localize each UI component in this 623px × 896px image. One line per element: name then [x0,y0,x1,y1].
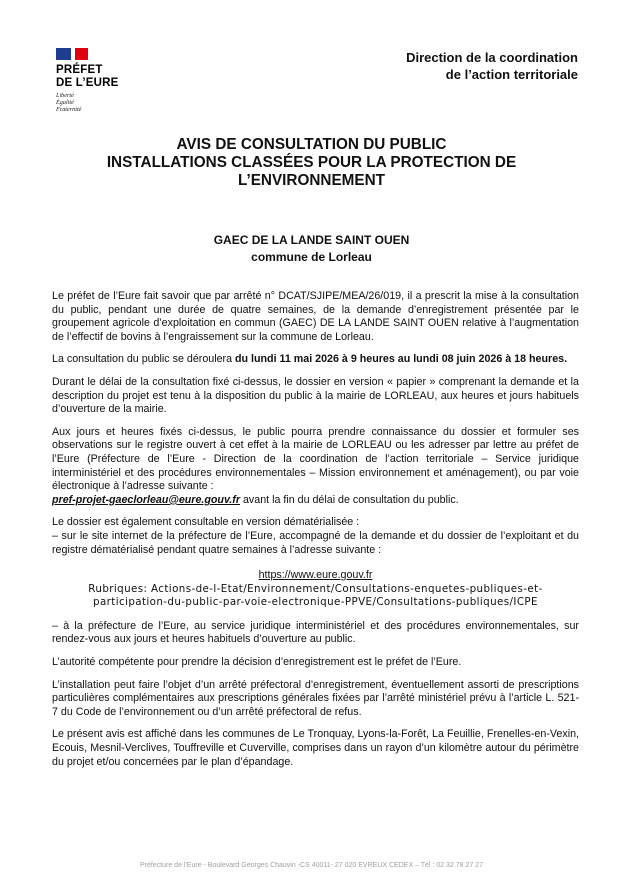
paragraph-communes: Le présent avis est affiché dans les communes de Le Tronquay, Lyons-la-Forêt, La Feuillie, Frenelles-en-Vexin, Ecouis, Mesnil-Verclives, Touffreville et Cuverville, comprises dans un rayon d’un kilomètre autour du périmètre du projet et/ou concernées par le plan d’épandage. [52,728,579,768]
subtitle-line1: GAEC DE LA LANDE SAINT OUEN [213,233,410,247]
logo-title-line2: DE L’EURE [56,76,119,89]
logo-title-line1: PRÉFET [56,64,103,76]
prefet-logo [56,48,146,114]
paragraph-prefecture: – à la préfecture de l’Eure, au service juridique interministériel et des procédures environnementales, sur rendez-vous aux jours et heures habituels d’ouverture au public. [52,619,579,646]
url-block [52,569,579,610]
paragraph-dates [52,353,579,367]
title-line3: L’ENVIRONNEMENT [237,172,386,189]
subtitle-line2: commune de Lorleau [251,250,372,264]
motto-liberte: Liberté [56,92,74,99]
paragraph-website: – sur le site internet de la préfecture de l’Eure, accompagné de la demande et du dossier de l’exploitant et du registre dématérialisé pendant quatre semaines à l’adresse suivante : [52,529,579,556]
paragraph-decision: L’installation peut faire l’objet d’un arrêté préfectoral d’enregistrement, éventuellement assorti de prescriptions particulières complémentaires aux prescriptions générales fixées par l’arrêté ministériel prévu à l’article L. 521-7 du Code de l’environnement ou d’un arrêté préfectoral de refus. [52,678,579,718]
email-suffix: avant la fin du délai de consultation du public. [240,493,459,506]
website-link[interactable]: https://www.eure.gouv.fr [258,569,373,582]
document-subtitle [0,232,623,266]
paragraph-paper-version: Durant le délai de la consultation fixé ci-dessus, le dossier en version « papier » comprenant la demande et la description du projet est tenu à la disposition du public à la mairie de LORLEAU, aux heures et jours habituels d’ouverture de la mairie. [52,375,579,416]
document-body [52,290,579,778]
motto-egalite: Égalité [56,99,74,107]
rubriques-path: Rubriques: Actions-de-l-Etat/Environnement/Consultations-enquetes-publiques-et-participation-du-public-par-voie-electronique-PPVE/Consultations-publiques/ICPE [88,582,543,609]
title-line2: INSTALLATIONS CLASSÉES POUR LA PROTECTION DE [106,154,517,171]
logo-title [56,64,146,89]
republic-motto [56,92,146,114]
email-link[interactable]: pref-projet-gaeclorleau@eure.gouv.fr [52,493,240,506]
footer-address: Préfecture de l'Eure - Boulevard Georges Chauvin -CS 40011- 27 020 EVREUX CEDEX – Tél : 02 32 78 27 27 [139,862,484,869]
motto-fraternite: Fraternité [56,106,82,114]
dates-prefix: La consultation du public se déroulera [52,353,235,366]
direction-line1: Direction de la coordination [406,50,578,65]
french-flag-icon [56,48,88,60]
paragraph-email [52,494,579,508]
paragraph-dematerialized-intro: Le dossier est également consultable en version dématérialisée : [52,516,360,529]
document-title [0,136,623,190]
paragraph-observations: Aux jours et heures fixés ci-dessus, le public pourra prendre connaissance du dossier et formuler ses observations sur le registre ouvert à cet effet à la mairie de LORLEAU ou les adresser par lettre au préfet de l’Eure (Préfecture de l’Eure - Direction de la coordination de l’action territoriale – Service juridique interministériel et des procédures environnementales – Mission environnement et aménagement), ou par voie électronique à l’adresse suivante : [52,425,579,493]
title-line1: AVIS DE CONSULTATION DU PUBLIC [176,136,447,153]
paragraph-authority: L’autorité compétente pour prendre la décision d’enregistrement est le préfet de l’Eure. [52,656,462,669]
paragraph-arrete: Le préfet de l’Eure fait savoir que par arrêté n° DCAT/SJIPE/MEA/26/019, il a prescrit la mise à la consultation du public, pendant une durée de quatre semaines, de la demande d’enregistrement présentée par le groupement agricole d’exploitation en commun (GAEC) DE LA LANDE SAINT OUEN relative à l’augmentation de l’effectif de bovins à l’engraissement sur la commune de Lorleau. [52,290,579,343]
consultation-dates: du lundi 11 mai 2026 à 9 heures au lundi 08 juin 2026 à 18 heures. [235,353,568,366]
direction-header [406,49,578,83]
direction-line2: de l’action territoriale [445,67,578,82]
